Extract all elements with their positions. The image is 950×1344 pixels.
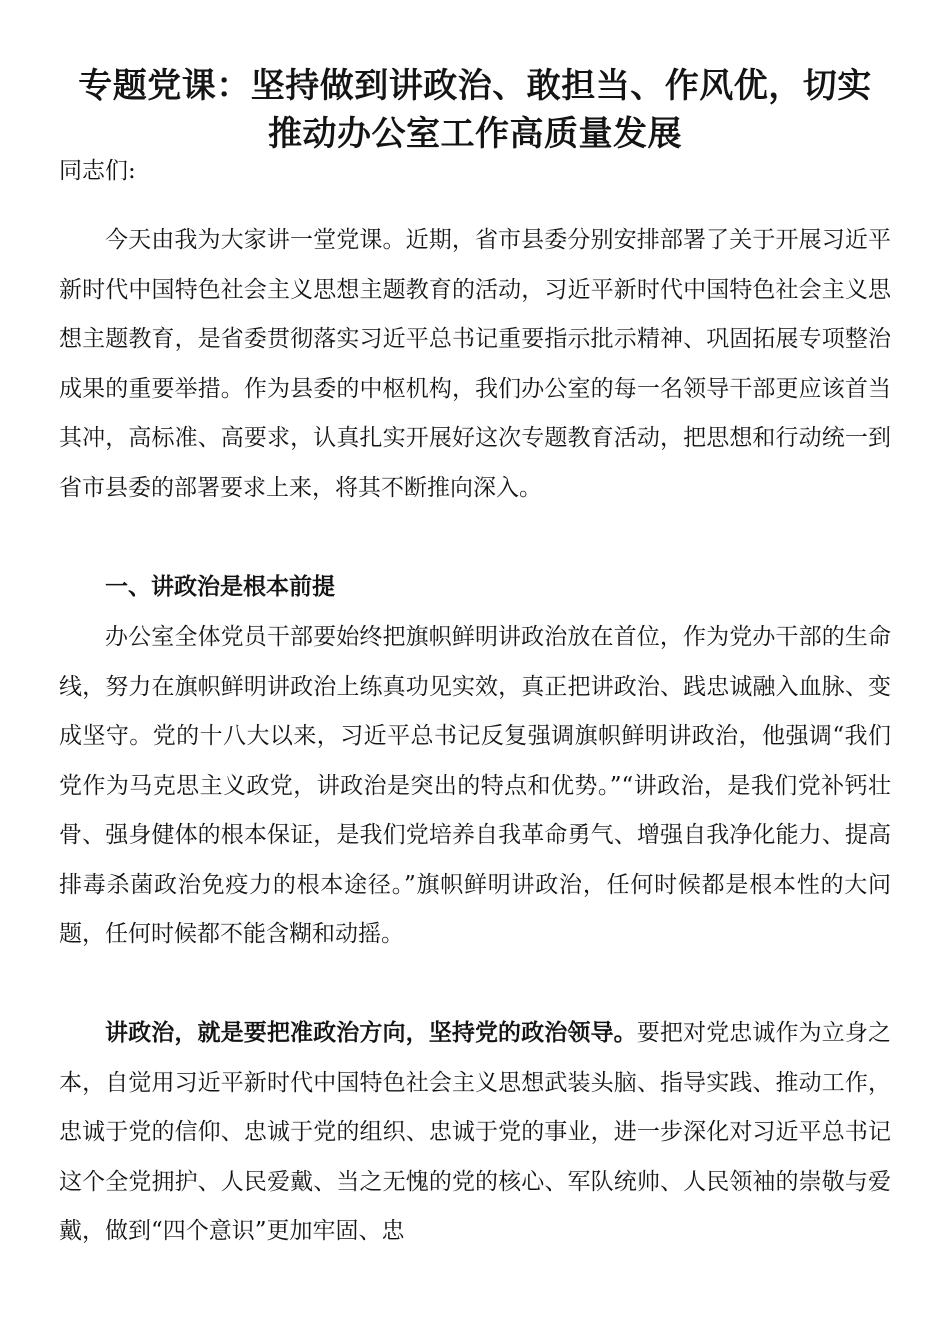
paragraph-politics: 办公室全体党员干部要始终把旗帜鲜明讲政治放在首位，作为党办干部的生命线，努力在旗帜鲜明讲政治上练真功见实效，真正把讲政治、践忠诚融入血脉、变成坚守。党的十八大以来，习近平总书记反复强调旗帜鲜明讲政治，他强调“我们党作为马克思主义政党，讲政治是突出的特点和优势。”“讲政治，是我们党补钙壮骨、强身健体的根本保证，是我们党培养自我革命勇气、增强自我净化能力、提高排毒杀菌政治免疫力的根本途径。”旗帜鲜明讲政治，任何时候都是根本性的大问题，任何时候都不能含糊和动摇。 [59, 624, 891, 947]
document-title-line-1: 专题党课：坚持做到讲政治、敢担当、作风优，切实 [78, 66, 872, 106]
paragraph-lead-sentence: 讲政治，就是要把准政治方向，坚持党的政治领导。 [105, 1020, 637, 1046]
document-title-line-2: 推动办公室工作高质量发展 [268, 114, 682, 154]
paragraph-political-direction [59, 1009, 891, 1257]
paragraph-intro: 今天由我为大家讲一堂党课。近期，省市县委分别安排部署了关于开展习近平新时代中国特色社会主义思想主题教育的活动，习近平新时代中国特色社会主义思想主题教育，是省委贯彻落实习近平总书记重要指示批示精神、巩固拓展专项整治成果的重要举措。作为县委的中枢机构，我们办公室的每一名领导干部更应该首当其冲，高标准、高要求，认真扎实开展好这次专题教育活动，把思想和行动统一到省市县委的部署要求上来，将其不断推向深入。 [59, 227, 891, 501]
section-heading-1: 一、讲政治是根本前提 [105, 574, 335, 600]
paragraph-body: 要把对党忠诚作为立身之本，自觉用习近平新时代中国特色社会主义思想武装头脑、指导实践、推动工作，忠诚于党的信仰、忠诚于党的组织、忠诚于党的事业，进一步深化对习近平总书记这个全党拥护、人民爱戴、当之无愧的党的核心、军队统帅、人民领袖的崇敬与爱戴，做到“四个意识”更加牢固、忠 [59, 1020, 892, 1244]
salutation: 同志们: [59, 158, 136, 184]
